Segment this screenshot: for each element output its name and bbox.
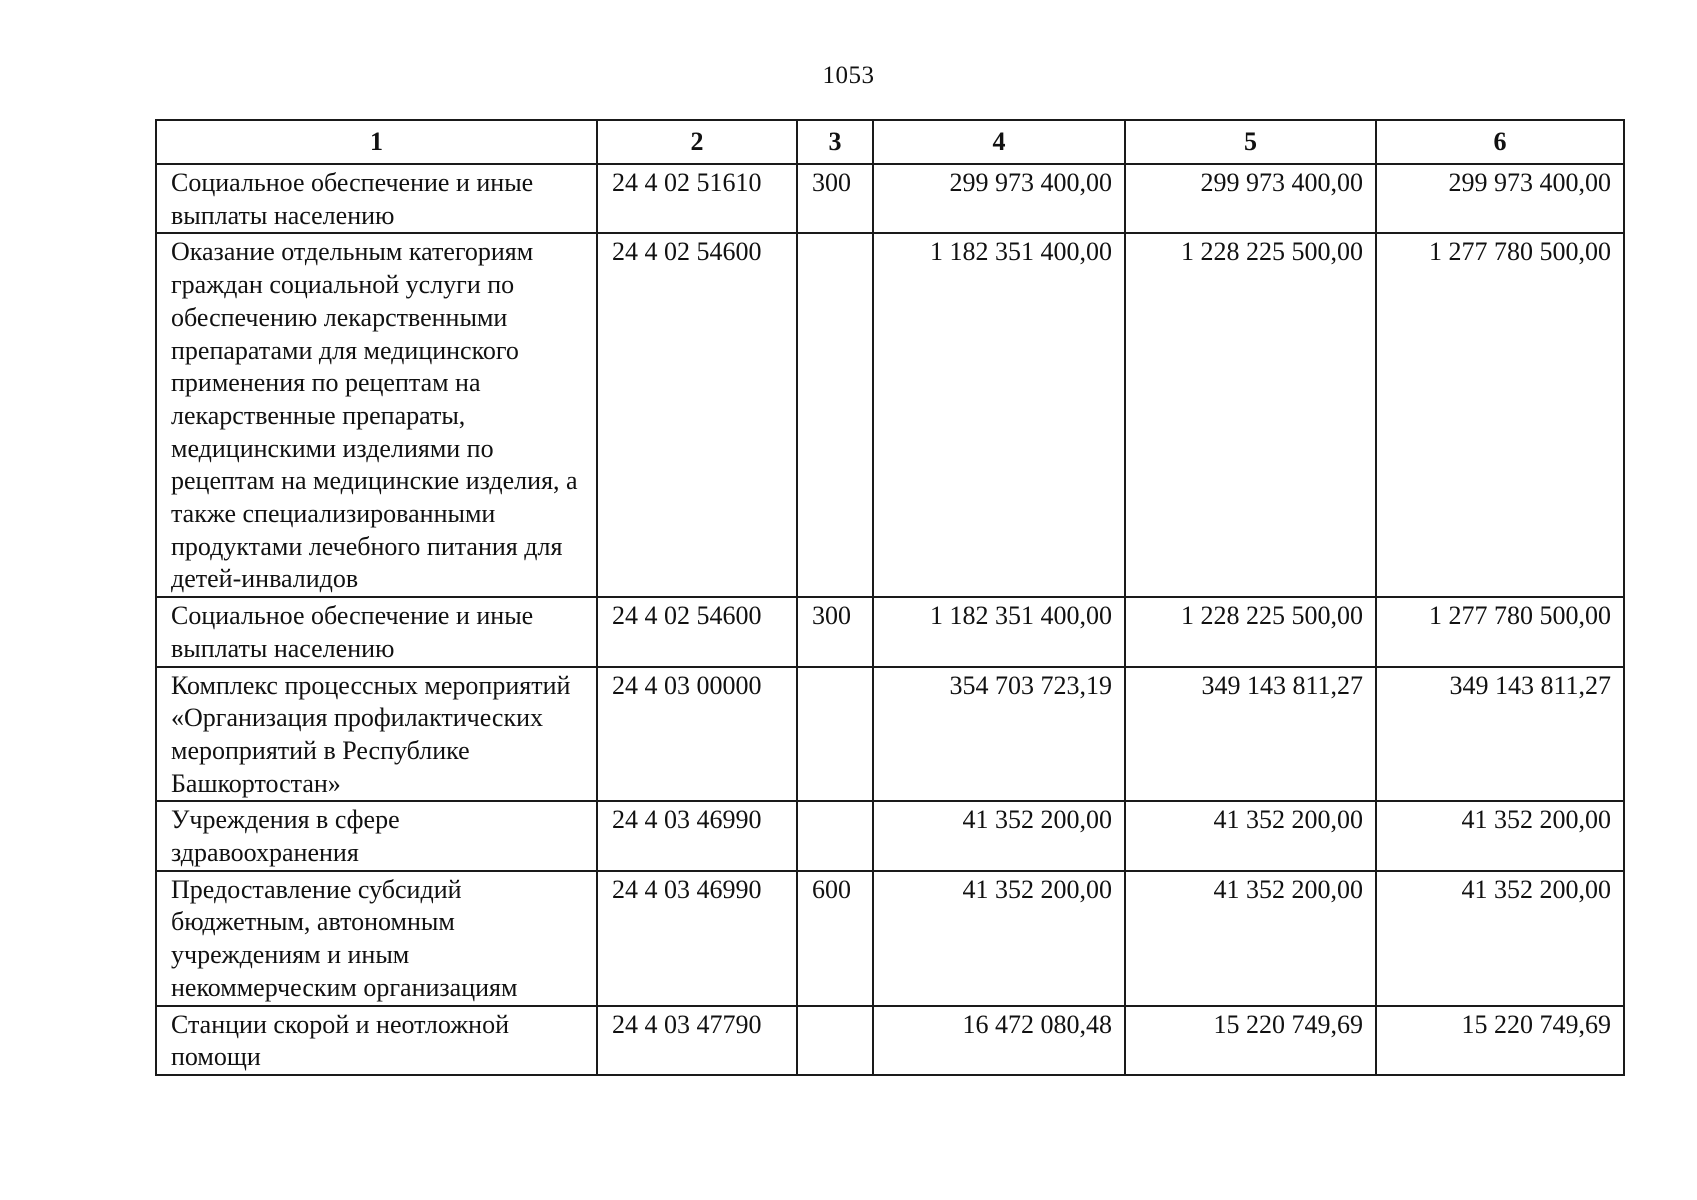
row-name: Оказание отдельным категориям граждан социальной услуги по обеспечению лекарственными препаратами для медицинского применения по рецептам на лекарственные препараты, медицинскими изделиями по рецептам на медицинские изделия, а также специализированными продуктами лечебного питания для детей-инвалидов [156, 233, 597, 597]
target-code: 24 4 02 54600 [597, 597, 797, 666]
amount-year-3: 1 277 780 500,00 [1376, 597, 1624, 666]
header-row [156, 120, 1624, 164]
target-code: 24 4 03 00000 [597, 667, 797, 802]
amount-year-2: 41 352 200,00 [1125, 871, 1376, 1006]
row-name: Предоставление субсидий бюджетным, автономным учреждениям и иным некоммерческим организациям [156, 871, 597, 1006]
table-row [156, 667, 1624, 802]
column-header-1: 1 [156, 120, 597, 164]
amount-year-3: 41 352 200,00 [1376, 801, 1624, 870]
amount-year-3: 1 277 780 500,00 [1376, 233, 1624, 597]
amount-year-2: 1 228 225 500,00 [1125, 233, 1376, 597]
amount-year-3: 349 143 811,27 [1376, 667, 1624, 802]
amount-year-2: 41 352 200,00 [1125, 801, 1376, 870]
page-number: 1053 [822, 62, 875, 89]
target-code: 24 4 02 51610 [597, 164, 797, 233]
amount-year-2: 1 228 225 500,00 [1125, 597, 1376, 666]
expense-type: 600 [797, 871, 873, 1006]
table-row [156, 1006, 1624, 1075]
amount-year-1: 1 182 351 400,00 [873, 233, 1125, 597]
amount-year-2: 349 143 811,27 [1125, 667, 1376, 802]
amount-year-1: 41 352 200,00 [873, 801, 1125, 870]
table-row [156, 233, 1624, 597]
amount-year-2: 299 973 400,00 [1125, 164, 1376, 233]
amount-year-1: 16 472 080,48 [873, 1006, 1125, 1075]
column-header-6: 6 [1376, 120, 1624, 164]
expense-type [797, 233, 873, 597]
target-code: 24 4 03 47790 [597, 1006, 797, 1075]
target-code: 24 4 03 46990 [597, 871, 797, 1006]
column-header-4: 4 [873, 120, 1125, 164]
target-code: 24 4 03 46990 [597, 801, 797, 870]
row-name: Социальное обеспечение и иные выплаты населению [156, 164, 597, 233]
expense-type [797, 667, 873, 802]
table-row [156, 597, 1624, 666]
amount-year-3: 299 973 400,00 [1376, 164, 1624, 233]
column-header-5: 5 [1125, 120, 1376, 164]
expense-type [797, 1006, 873, 1075]
expense-type [797, 801, 873, 870]
table-row [156, 801, 1624, 870]
amount-year-3: 15 220 749,69 [1376, 1006, 1624, 1075]
table-row [156, 871, 1624, 1006]
amount-year-3: 41 352 200,00 [1376, 871, 1624, 1006]
table-row [156, 164, 1624, 233]
amount-year-1: 299 973 400,00 [873, 164, 1125, 233]
amount-year-1: 41 352 200,00 [873, 871, 1125, 1006]
row-name: Учреждения в сфере здравоохранения [156, 801, 597, 870]
column-header-2: 2 [597, 120, 797, 164]
amount-year-1: 354 703 723,19 [873, 667, 1125, 802]
expense-type: 300 [797, 164, 873, 233]
expense-type: 300 [797, 597, 873, 666]
amount-year-1: 1 182 351 400,00 [873, 597, 1125, 666]
amount-year-2: 15 220 749,69 [1125, 1006, 1376, 1075]
target-code: 24 4 02 54600 [597, 233, 797, 597]
row-name: Станции скорой и неотложной помощи [156, 1006, 597, 1075]
budget-table [155, 119, 1625, 1076]
column-header-3: 3 [797, 120, 873, 164]
row-name: Социальное обеспечение и иные выплаты населению [156, 597, 597, 666]
row-name: Комплекс процессных мероприятий «Организация профилактических мероприятий в Республике Башкортостан» [156, 667, 597, 802]
